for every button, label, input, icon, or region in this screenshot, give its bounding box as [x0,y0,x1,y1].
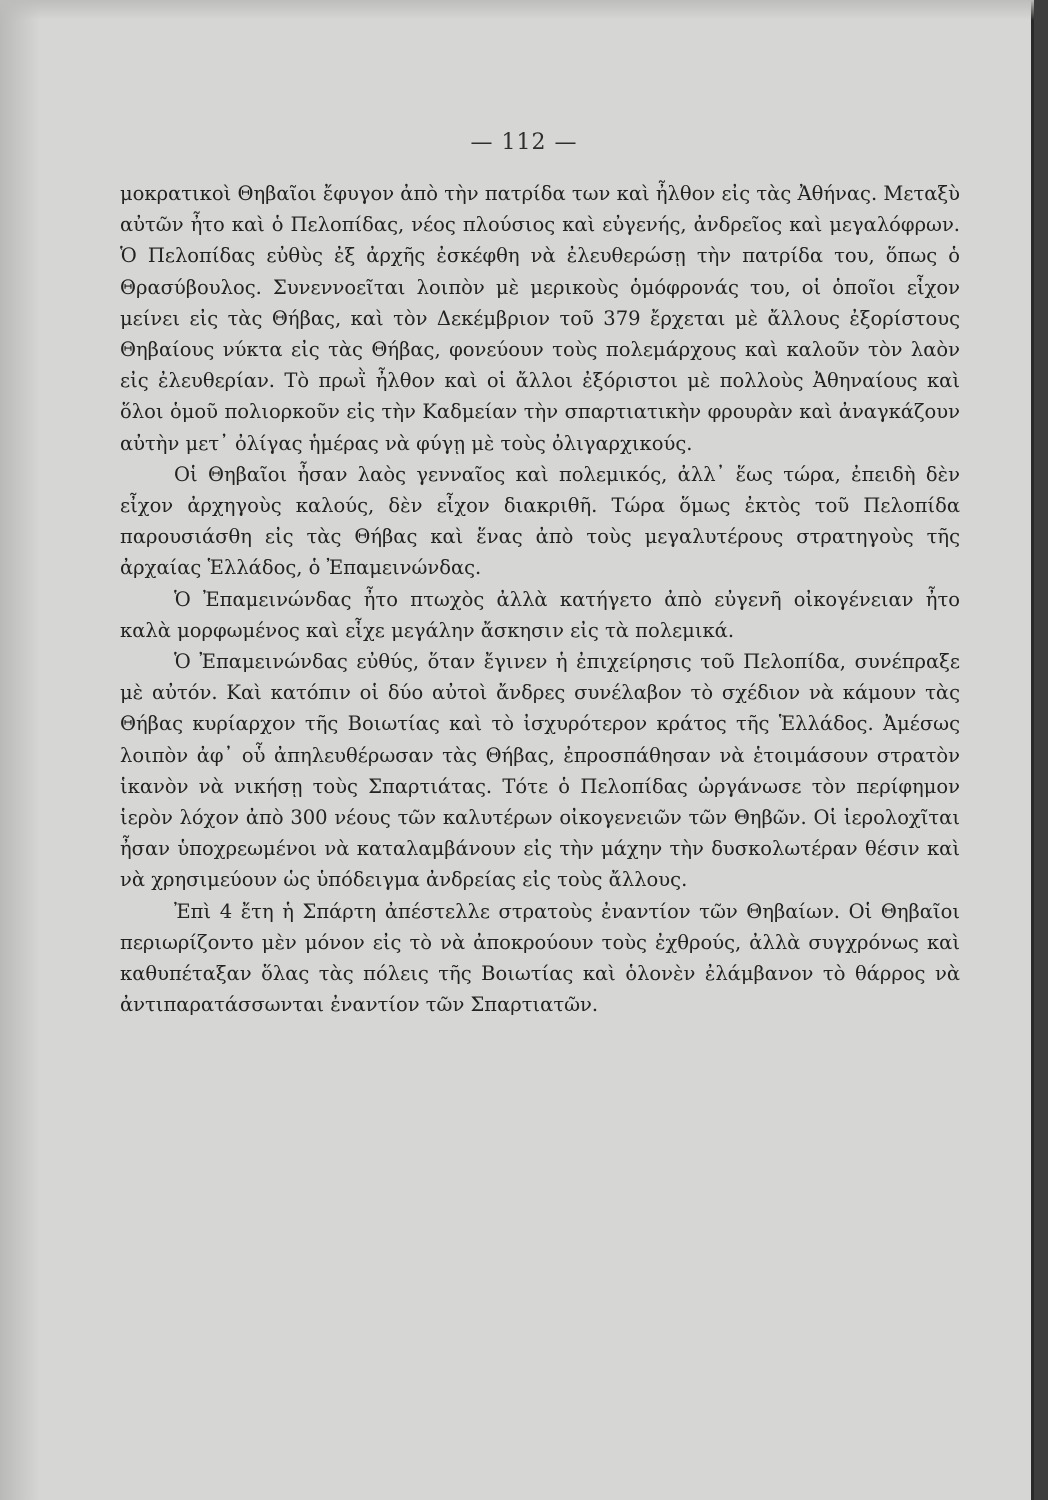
paragraph-1: μοκρατικοὶ Θηβαῖοι ἔφυγον ἀπὸ τὴν πατρίδα των καὶ ἦλθον εἰς τὰς Ἀθήνας. Μεταξὺ αὐτῶν ἦτο καὶ ὁ Πελοπίδας, νέος πλούσιος καὶ εὐγενής, ἀνδρεῖος καὶ μεγαλόφρων. Ὁ Πελοπίδας εὐθὺς ἐξ ἀρχῆς ἐσκέφθη νὰ ἐλευθερώσῃ τὴν πατρίδα του, ὅπως ὁ Θρασύβουλος. Συνεννοεῖται λοιπὸν μὲ μερικοὺς ὁμόφρονάς του, οἱ ὁποῖοι εἶχον μείνει εἰς τὰς Θήβας, καὶ τὸν Δεκέμβριον τοῦ 379 ἔρχεται μὲ ἄλλους ἐξορίστους Θηβαίους νύκτα εἰς τὰς Θήβας, φονεύουν τοὺς πολεμάρχους καὶ καλοῦν τὸν λαὸν εἰς ἐλευθερίαν. Τὸ πρωῒ ἦλθον καὶ οἱ ἄλλοι ἐξόριστοι μὲ πολλοὺς Ἀθηναίους καὶ ὅλοι ὁμοῦ πολιορκοῦν εἰς τὴν Καδμείαν τὴν σπαρτιατικὴν φρουρὰν καὶ ἀναγκάζουν αὐτὴν μετ᾽ ὀλίγας ἡμέρας νὰ φύγῃ μὲ τοὺς ὀλιγαρχικούς. [120,182,960,455]
paragraph-2: Οἱ Θηβαῖοι ἦσαν λαὸς γενναῖος καὶ πολεμικός, ἀλλ᾽ ἕως τώρα, ἐπειδὴ δὲν εἶχον ἀρχηγοὺς καλούς, δὲν εἶχον διακριθῆ. Τώρα ὅμως ἐκτὸς τοῦ Πελοπίδα παρουσιάσθη εἰς τὰς Θήβας καὶ ἕνας ἀπὸ τοὺς μεγαλυτέρους στρατηγοὺς τῆς ἀρχαίας Ἑλλάδος, ὁ Ἐπαμεινώνδας. [120,462,960,580]
paragraph-5: Ἐπὶ 4 ἔτη ἡ Σπάρτη ἀπέστελλε στρατοὺς ἐναντίον τῶν Θηβαίων. Οἱ Θηβαῖοι περιωρίζοντο μὲν μόνον εἰς τὸ νὰ ἀποκρούουν τοὺς ἐχθρούς, ἀλλὰ συγχρόνως καὶ καθυπέταξαν ὅλας τὰς πόλεις τῆς Βοιωτίας καὶ ὁλονὲν ἐλάμβανον τὸ θάρρος νὰ ἀντιπαρατάσσωνται ἐναντίον τῶν Σπαρτιατῶν. [120,899,960,1017]
paragraph-3: Ὁ Ἐπαμεινώνδας ἦτο πτωχὸς ἀλλὰ κατήγετο ἀπὸ εὐγενῆ οἰκογένειαν ἦτο καλὰ μορφωμένος καὶ εἶχε μεγάλην ἄσκησιν εἰς τὰ πολεμικά. [120,587,960,642]
paragraph-4: Ὁ Ἐπαμεινώνδας εὐθύς, ὅταν ἔγινεν ἡ ἐπιχείρησις τοῦ Πελοπίδα, συνέπραξε μὲ αὐτόν. Καὶ κατόπιν οἱ δύο αὐτοὶ ἄνδρες συνέλαβον τὸ σχέδιον νὰ κάμουν τὰς Θήβας κυρίαρχον τῆς Βοιωτίας καὶ τὸ ἰσχυρότερον κράτος τῆς Ἑλλάδος. Ἀμέσως λοιπὸν ἀφ᾽ οὗ ἀπηλευθέρωσαν τὰς Θήβας, ἐπροσπάθησαν νὰ ἑτοιμάσουν στρατὸν ἱκανὸν νὰ νικήσῃ τοὺς Σπαρτιάτας. Τότε ὁ Πελοπίδας ὠργάνωσε τὸν περίφημον ἱερὸν λόχον ἀπὸ 300 νέους τῶν καλυτέρων οἰκογενειῶν τῶν Θηβῶν. Οἱ ἱερολοχῖται ἦσαν ὑποχρεωμένοι νὰ καταλαμβάνουν εἰς τὴν μάχην τὴν δυσκολωτέραν θέσιν καὶ νὰ χρησιμεύουν ὡς ὑπόδειγμα ἀνδρείας εἰς τοὺς ἄλλους. [120,650,960,892]
page-number: — 112 — [470,130,578,155]
body-text [120,178,960,1020]
page-top-shadow [0,0,1034,20]
page-edge-shadow [0,0,40,1500]
